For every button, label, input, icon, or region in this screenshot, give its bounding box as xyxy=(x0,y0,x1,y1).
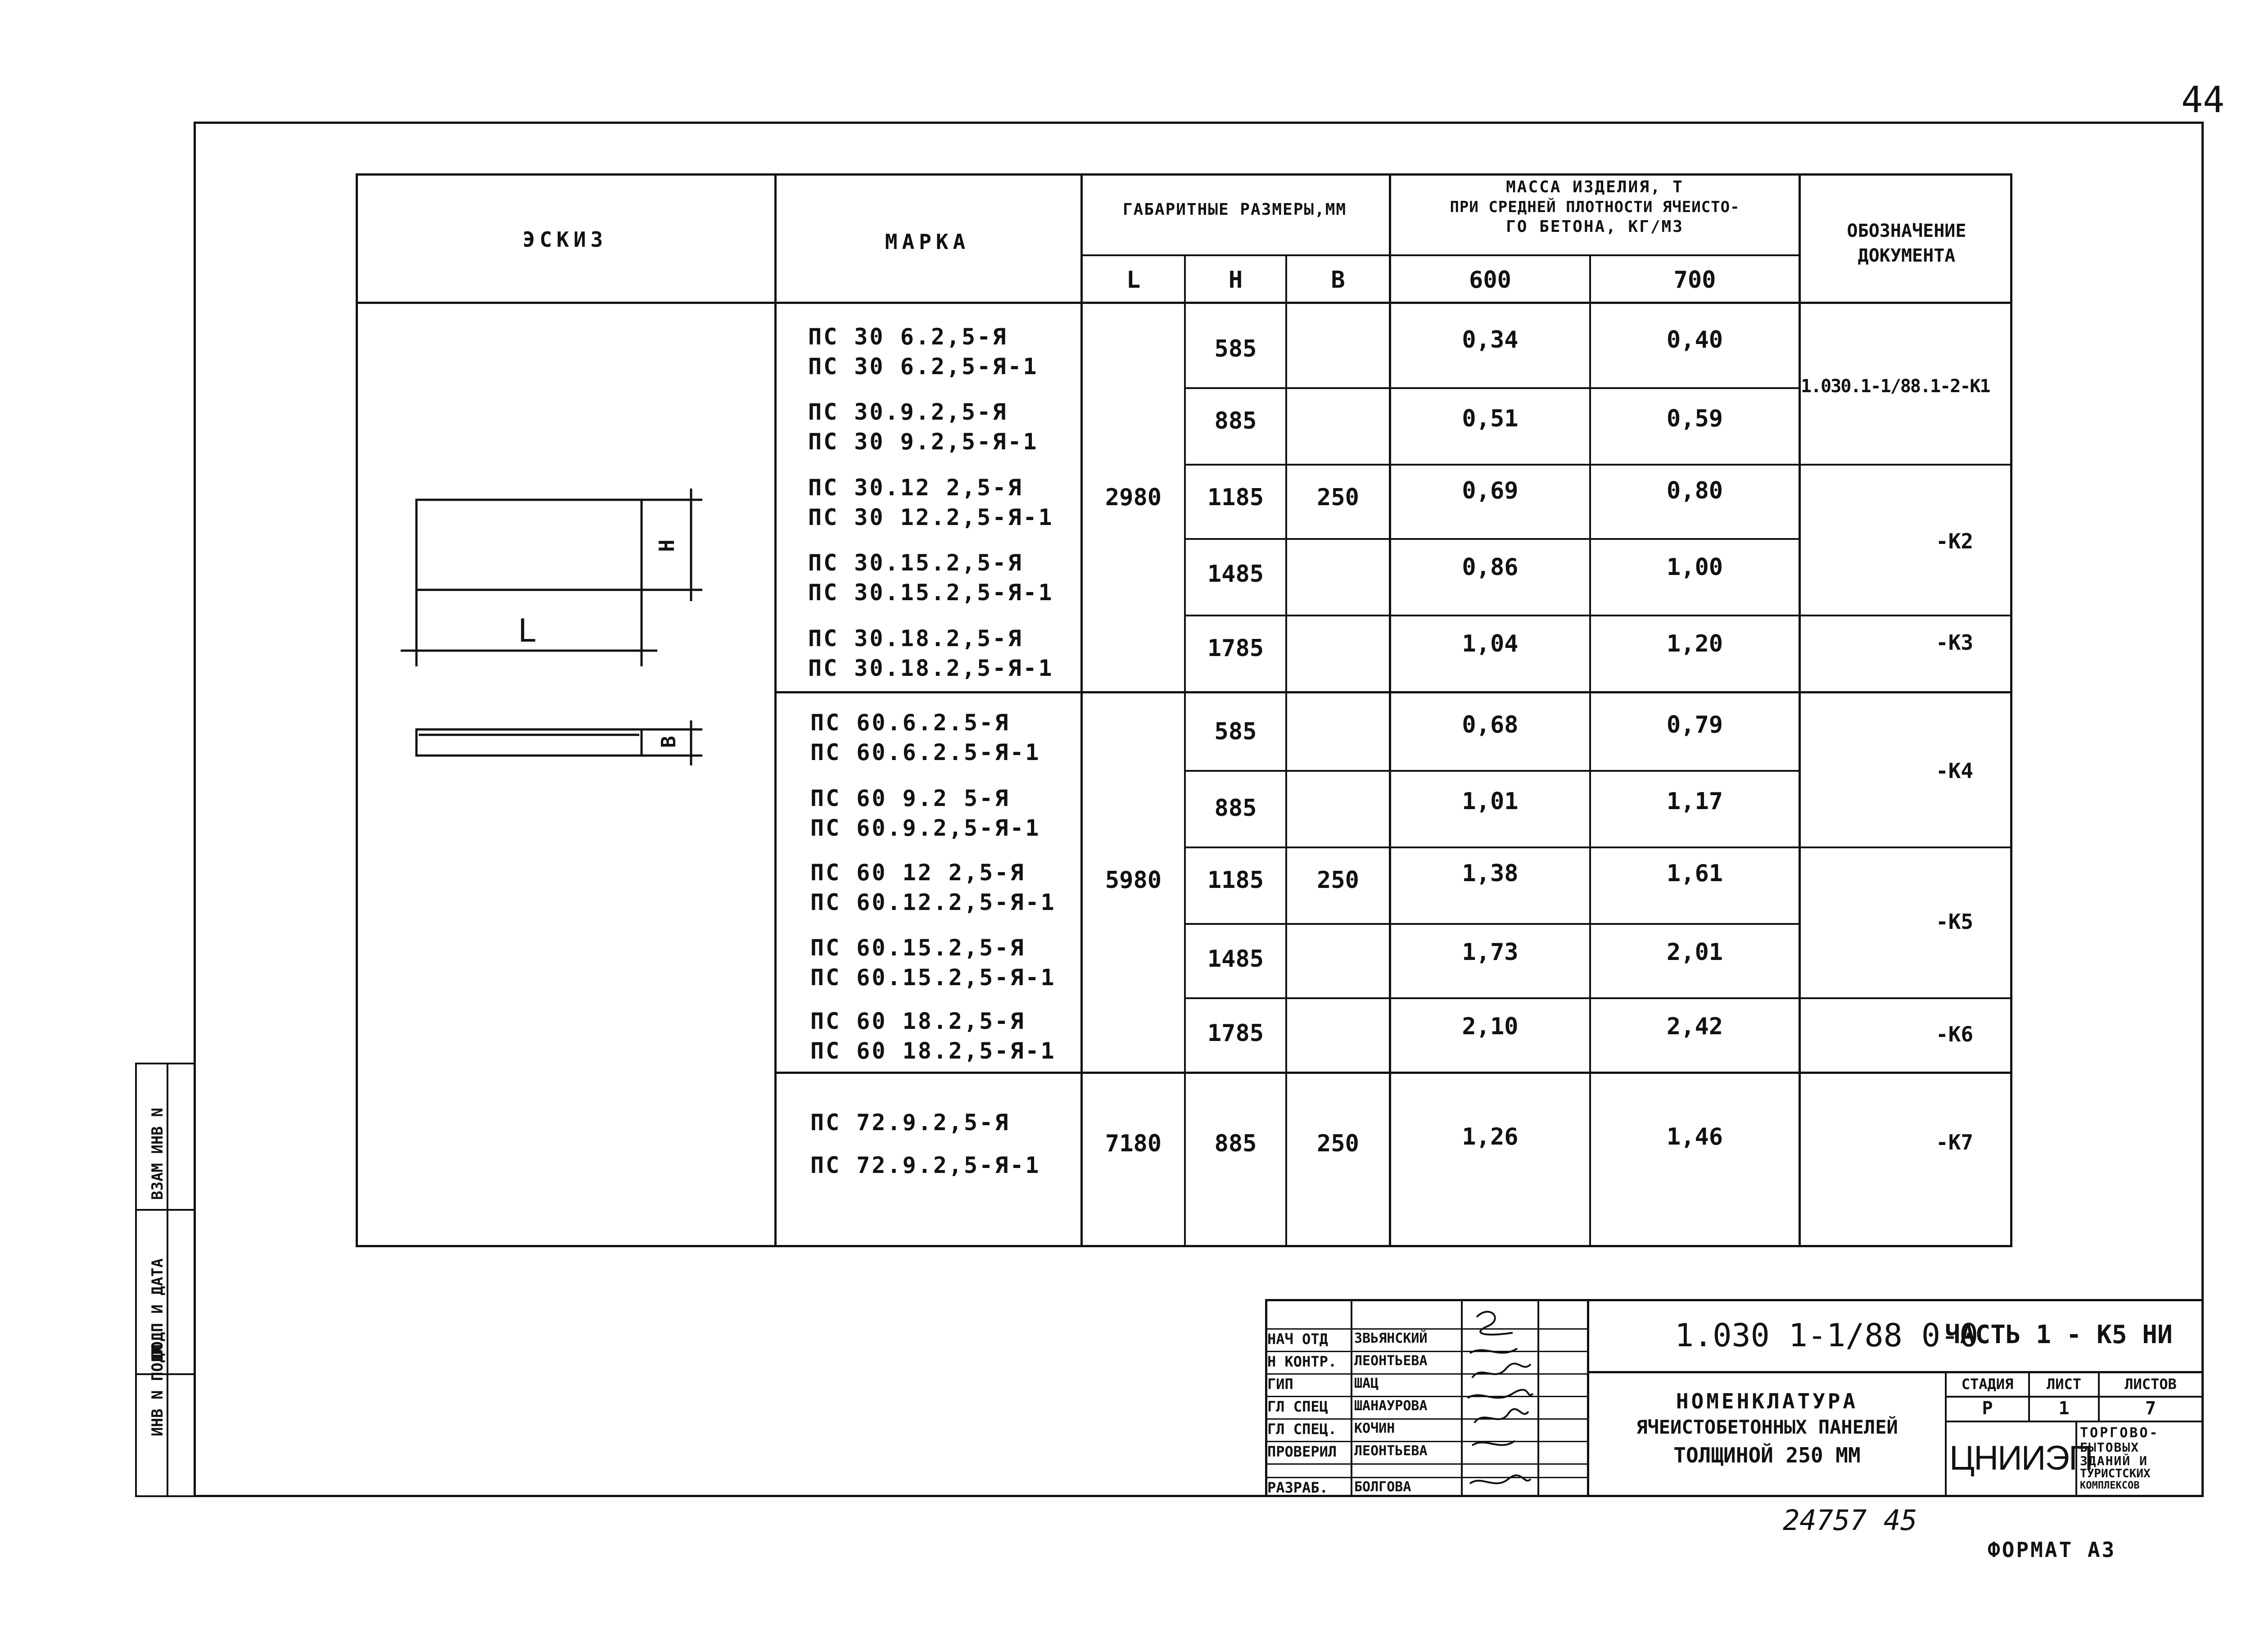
height-value: 585 xyxy=(1214,718,1257,745)
role-label: НАЧ ОТД xyxy=(1267,1331,1328,1348)
sheet-value: 1 xyxy=(2058,1398,2070,1419)
mark-name: ПС 30.12 2,5-Я xyxy=(808,475,1023,501)
header-col-b: B xyxy=(1331,267,1345,294)
stage-label: СТАДИЯ xyxy=(1961,1376,2014,1393)
doc-k1: 1.030.1-1/88.1-2-К1 xyxy=(1801,376,1990,397)
role-label: ГЛ СПЕЦ. xyxy=(1267,1421,1337,1438)
mark-name: ПС 60.12.2,5-Я-1 xyxy=(810,889,1056,915)
group3-width: 250 xyxy=(1317,1130,1359,1157)
group2-width: 250 xyxy=(1317,867,1359,894)
mass-600: 0,34 xyxy=(1462,326,1519,353)
group3-length: 7180 xyxy=(1105,1130,1162,1157)
mass-600: 1,73 xyxy=(1462,939,1519,966)
mark-name: ПС 30 6.2,5-Я xyxy=(808,324,1008,350)
panel-sketch xyxy=(396,477,720,770)
mass-700: 2,01 xyxy=(1666,939,1723,966)
mass-700: 0,79 xyxy=(1666,711,1723,738)
doc-k4: -К4 xyxy=(1936,759,1974,783)
person-name: ЛЕОНТЬЕВА xyxy=(1354,1353,1428,1369)
mass-600: 2,10 xyxy=(1462,1013,1519,1040)
mark-name: ПС 30.9.2,5-Я xyxy=(808,399,1008,425)
header-doc-2: ДОКУМЕНТА xyxy=(1858,245,1956,266)
header-mass-3: ГО БЕТОНА, КГ/М3 xyxy=(1506,217,1684,236)
mass-600: 0,86 xyxy=(1462,554,1519,581)
header-mass-1: МАССА ИЗДЕЛИЯ, Т xyxy=(1506,178,1684,196)
header-mass-2: ПРИ СРЕДНЕЙ ПЛОТНОСТИ ЯЧЕИСТО- xyxy=(1450,198,1740,216)
sheet-title-1: НОМЕНКЛАТУРА xyxy=(1676,1389,1858,1413)
mass-700: 0,59 xyxy=(1666,405,1723,432)
sketch-label-b: B xyxy=(657,736,680,748)
person-name: БОЛГОВА xyxy=(1354,1479,1411,1495)
mass-600: 1,38 xyxy=(1462,860,1519,887)
designation-part: ЧАСТЬ 1 - К5 НИ xyxy=(1945,1320,2173,1349)
header-sketch: ЭСКИЗ xyxy=(522,227,608,252)
role-label: ГЛ СПЕЦ xyxy=(1267,1398,1328,1415)
role-label: Н КОНТР. xyxy=(1267,1353,1337,1370)
header-col-l: L xyxy=(1126,267,1141,294)
mass-700: 1,20 xyxy=(1666,630,1723,657)
mass-600: 0,51 xyxy=(1462,405,1519,432)
header-col-600: 600 xyxy=(1469,267,1511,294)
role-label: ПРОВЕРИЛ xyxy=(1267,1443,1337,1460)
group1-width: 250 xyxy=(1317,484,1359,511)
doc-k6: -К6 xyxy=(1936,1022,1974,1046)
sheet-title-3: ТОЛЩИНОЙ 250 ММ xyxy=(1673,1443,1861,1467)
person-name: ШАНАУРОВА xyxy=(1354,1398,1428,1414)
archive-number: 24757 45 xyxy=(1783,1504,1917,1537)
mass-600: 1,26 xyxy=(1462,1123,1519,1150)
person-name: ЗВЬЯНСКИЙ xyxy=(1354,1331,1428,1346)
mark-name: ПС 60 18.2,5-Я xyxy=(810,1008,1026,1034)
header-dimensions: ГАБАРИТНЫЕ РАЗМЕРЫ,ММ xyxy=(1122,200,1347,219)
doc-k5: -К5 xyxy=(1936,910,1974,934)
side-stamp-inv: ИНВ N ПОДЛ xyxy=(149,1344,167,1436)
mark-name: ПС 30 6.2,5-Я-1 xyxy=(808,353,1039,380)
mark-name: ПС 60 12 2,5-Я xyxy=(810,860,1026,886)
mark-name: ПС 30.18.2,5-Я-1 xyxy=(808,655,1054,681)
mark-name: ПС 72.9.2,5-Я-1 xyxy=(810,1152,1041,1178)
doc-k7: -К7 xyxy=(1936,1130,1974,1154)
mark-name: ПС 60 9.2 5-Я xyxy=(810,785,1010,811)
doc-k2: -К2 xyxy=(1936,529,1974,553)
header-mark: МАРКА xyxy=(885,230,970,254)
height-value: 1485 xyxy=(1207,946,1264,973)
height-value: 1485 xyxy=(1207,561,1264,588)
sheet-title-2: ЯЧЕИСТОБЕТОННЫХ ПАНЕЛЕЙ xyxy=(1636,1416,1898,1438)
mass-700: 1,46 xyxy=(1666,1123,1723,1150)
designation: 1.030 1-1/88 0-0 xyxy=(1675,1317,1979,1354)
height-value: 1185 xyxy=(1207,867,1264,894)
person-name: ШАЦ xyxy=(1354,1376,1379,1391)
stage-value: Р xyxy=(1982,1398,1993,1419)
side-stamp-replace: ВЗАМ ИНВ N xyxy=(149,1108,167,1200)
sheet-label: ЛИСТ xyxy=(2046,1376,2082,1393)
group2-length: 5980 xyxy=(1105,867,1162,894)
height-value: 885 xyxy=(1214,795,1257,822)
mark-name: ПС 30.15.2,5-Я-1 xyxy=(808,579,1054,606)
mass-700: 0,80 xyxy=(1666,477,1723,504)
group1-length: 2980 xyxy=(1105,484,1162,511)
sketch-label-h: H xyxy=(654,539,679,552)
mark-name: ПС 60.9.2,5-Я-1 xyxy=(810,815,1041,841)
height-value: 1185 xyxy=(1207,484,1264,511)
org-desc-3: ЗДАНИЙ И xyxy=(2080,1453,2148,1468)
mass-600: 0,68 xyxy=(1462,711,1519,738)
header-col-h: H xyxy=(1228,267,1243,294)
sheets-label: ЛИСТОВ xyxy=(2124,1376,2177,1393)
org-desc-4: ТУРИСТСКИХ xyxy=(2080,1467,2151,1480)
height-value: 585 xyxy=(1214,335,1257,362)
header-col-700: 700 xyxy=(1673,267,1716,294)
mass-700: 1,17 xyxy=(1666,788,1723,815)
height-value: 1785 xyxy=(1207,1020,1264,1047)
mass-600: 0,69 xyxy=(1462,477,1519,504)
mass-700: 1,61 xyxy=(1666,860,1723,887)
mark-name: ПС 30 12.2,5-Я-1 xyxy=(808,504,1054,530)
signatures xyxy=(1463,1301,1537,1495)
mark-name: ПС 60.6.2.5-Я xyxy=(810,710,1010,736)
height-value: 885 xyxy=(1214,407,1257,434)
height-value: 1785 xyxy=(1207,635,1264,662)
mass-600: 1,01 xyxy=(1462,788,1519,815)
mass-600: 1,04 xyxy=(1462,630,1519,657)
mass-700: 1,00 xyxy=(1666,554,1723,581)
role-label: РАЗРАБ. xyxy=(1267,1479,1328,1496)
page-number: 44 xyxy=(2181,79,2225,121)
mark-name: ПС 60 18.2,5-Я-1 xyxy=(810,1038,1056,1064)
mass-700: 2,42 xyxy=(1666,1013,1723,1040)
header-doc-1: ОБОЗНАЧЕНИЕ xyxy=(1847,221,1966,241)
mark-name: ПС 60.15.2,5-Я-1 xyxy=(810,964,1056,991)
org-name: ЦНИИЭП xyxy=(1949,1439,2093,1477)
sketch-label-l: L xyxy=(518,612,537,649)
mass-700: 0,40 xyxy=(1666,326,1723,353)
paper-format: ФОРМАТ А3 xyxy=(1988,1538,2116,1562)
person-name: ЛЕОНТЬЕВА xyxy=(1354,1443,1428,1459)
mark-name: ПС 30 9.2,5-Я-1 xyxy=(808,429,1039,455)
mark-name: ПС 30.18.2,5-Я xyxy=(808,625,1023,652)
org-desc-5: КОМПЛЕКСОВ xyxy=(2080,1480,2140,1491)
height-value: 885 xyxy=(1214,1130,1257,1157)
mark-name: ПС 60.15.2,5-Я xyxy=(810,935,1026,961)
side-stamp-sign: ПОДП И ДАТА xyxy=(149,1258,167,1360)
role-label: ГИП xyxy=(1267,1376,1293,1393)
sheets-value: 7 xyxy=(2145,1398,2156,1419)
person-name: КОЧИН xyxy=(1354,1421,1395,1436)
mark-name: ПС 72.9.2,5-Я xyxy=(810,1109,1010,1136)
doc-k3: -К3 xyxy=(1936,630,1974,655)
org-desc-2: БЫТОВЫХ xyxy=(2080,1440,2140,1455)
org-desc-1: ТОРГОВО- xyxy=(2080,1425,2160,1441)
mark-name: ПС 60.6.2.5-Я-1 xyxy=(810,739,1041,765)
mark-name: ПС 30.15.2,5-Я xyxy=(808,550,1023,576)
